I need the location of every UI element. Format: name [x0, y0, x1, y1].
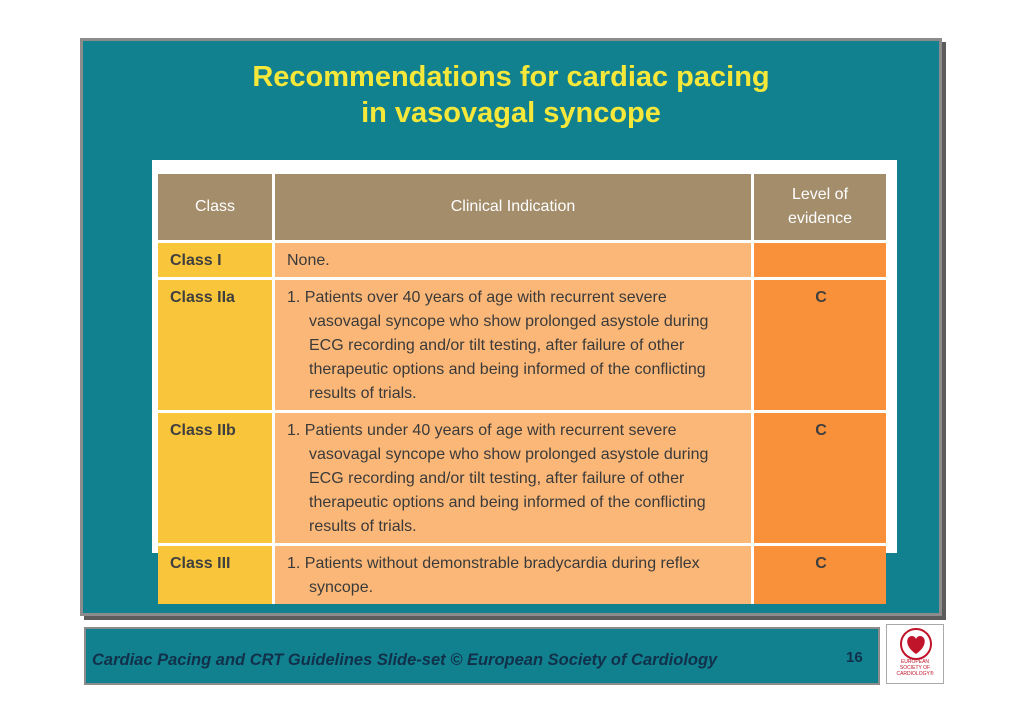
table-row	[158, 410, 886, 543]
esc-heart-logo-icon	[896, 627, 936, 661]
slide-title-line-1: Recommendations for cardiac pacing	[252, 61, 770, 93]
indication-cell	[272, 410, 751, 543]
logo-text-line-1: EUROPEAN	[900, 659, 930, 665]
footer-copyright-text: Cardiac Pacing and CRT Guidelines Slide-set © European Society of Cardiology	[92, 651, 718, 669]
indication-text: 1. Patients without demonstrable bradycardia during reflex syncope.	[287, 555, 700, 596]
level-cell: C	[751, 543, 886, 604]
indication-text: None.	[287, 252, 330, 269]
table-row	[158, 240, 886, 277]
page-number: 16	[846, 649, 863, 666]
header-level-line-2: evidence	[787, 210, 853, 227]
class-cell: Class III	[158, 543, 272, 604]
level-cell: C	[751, 410, 886, 543]
table-row	[158, 277, 886, 410]
header-clinical-indication: Clinical Indication	[272, 174, 751, 240]
indication-cell	[272, 543, 751, 604]
footer-bar	[84, 627, 880, 685]
level-cell: C	[751, 277, 886, 410]
slide-title-line-2: in vasovagal syncope	[361, 97, 661, 129]
indication-text: 1. Patients over 40 years of age with recurrent severe vasovagal syncope who show prolonged asystole during ECG recording and/or tilt testing, after failure of other therapeutic options and being informed of the conflicting results of trials.	[287, 289, 709, 402]
indication-cell	[272, 277, 751, 410]
logo-text-line-2: SOCIETY OF	[899, 665, 931, 671]
recommendations-table-frame	[152, 160, 897, 596]
header-level-line-1: Level of	[791, 186, 849, 203]
class-cell: Class IIa	[158, 277, 272, 410]
table-header-row	[158, 174, 886, 240]
class-cell: Class I	[158, 240, 272, 277]
logo-text	[887, 659, 943, 677]
table-row	[158, 543, 886, 604]
class-cell: Class IIb	[158, 410, 272, 543]
slide-title	[83, 59, 939, 131]
esc-logo	[886, 624, 944, 684]
indication-text: 1. Patients under 40 years of age with recurrent severe vasovagal syncope who show prolonged asystole during ECG recording and/or tilt testing, after failure of other therapeutic options and being informed of the conflicting results of trials.	[287, 422, 709, 535]
header-class: Class	[158, 174, 272, 240]
indication-cell	[272, 240, 751, 277]
recommendations-table	[158, 174, 886, 604]
logo-text-line-3: CARDIOLOGY®	[896, 671, 934, 677]
header-level-of-evidence	[751, 174, 886, 240]
level-cell	[751, 240, 886, 277]
